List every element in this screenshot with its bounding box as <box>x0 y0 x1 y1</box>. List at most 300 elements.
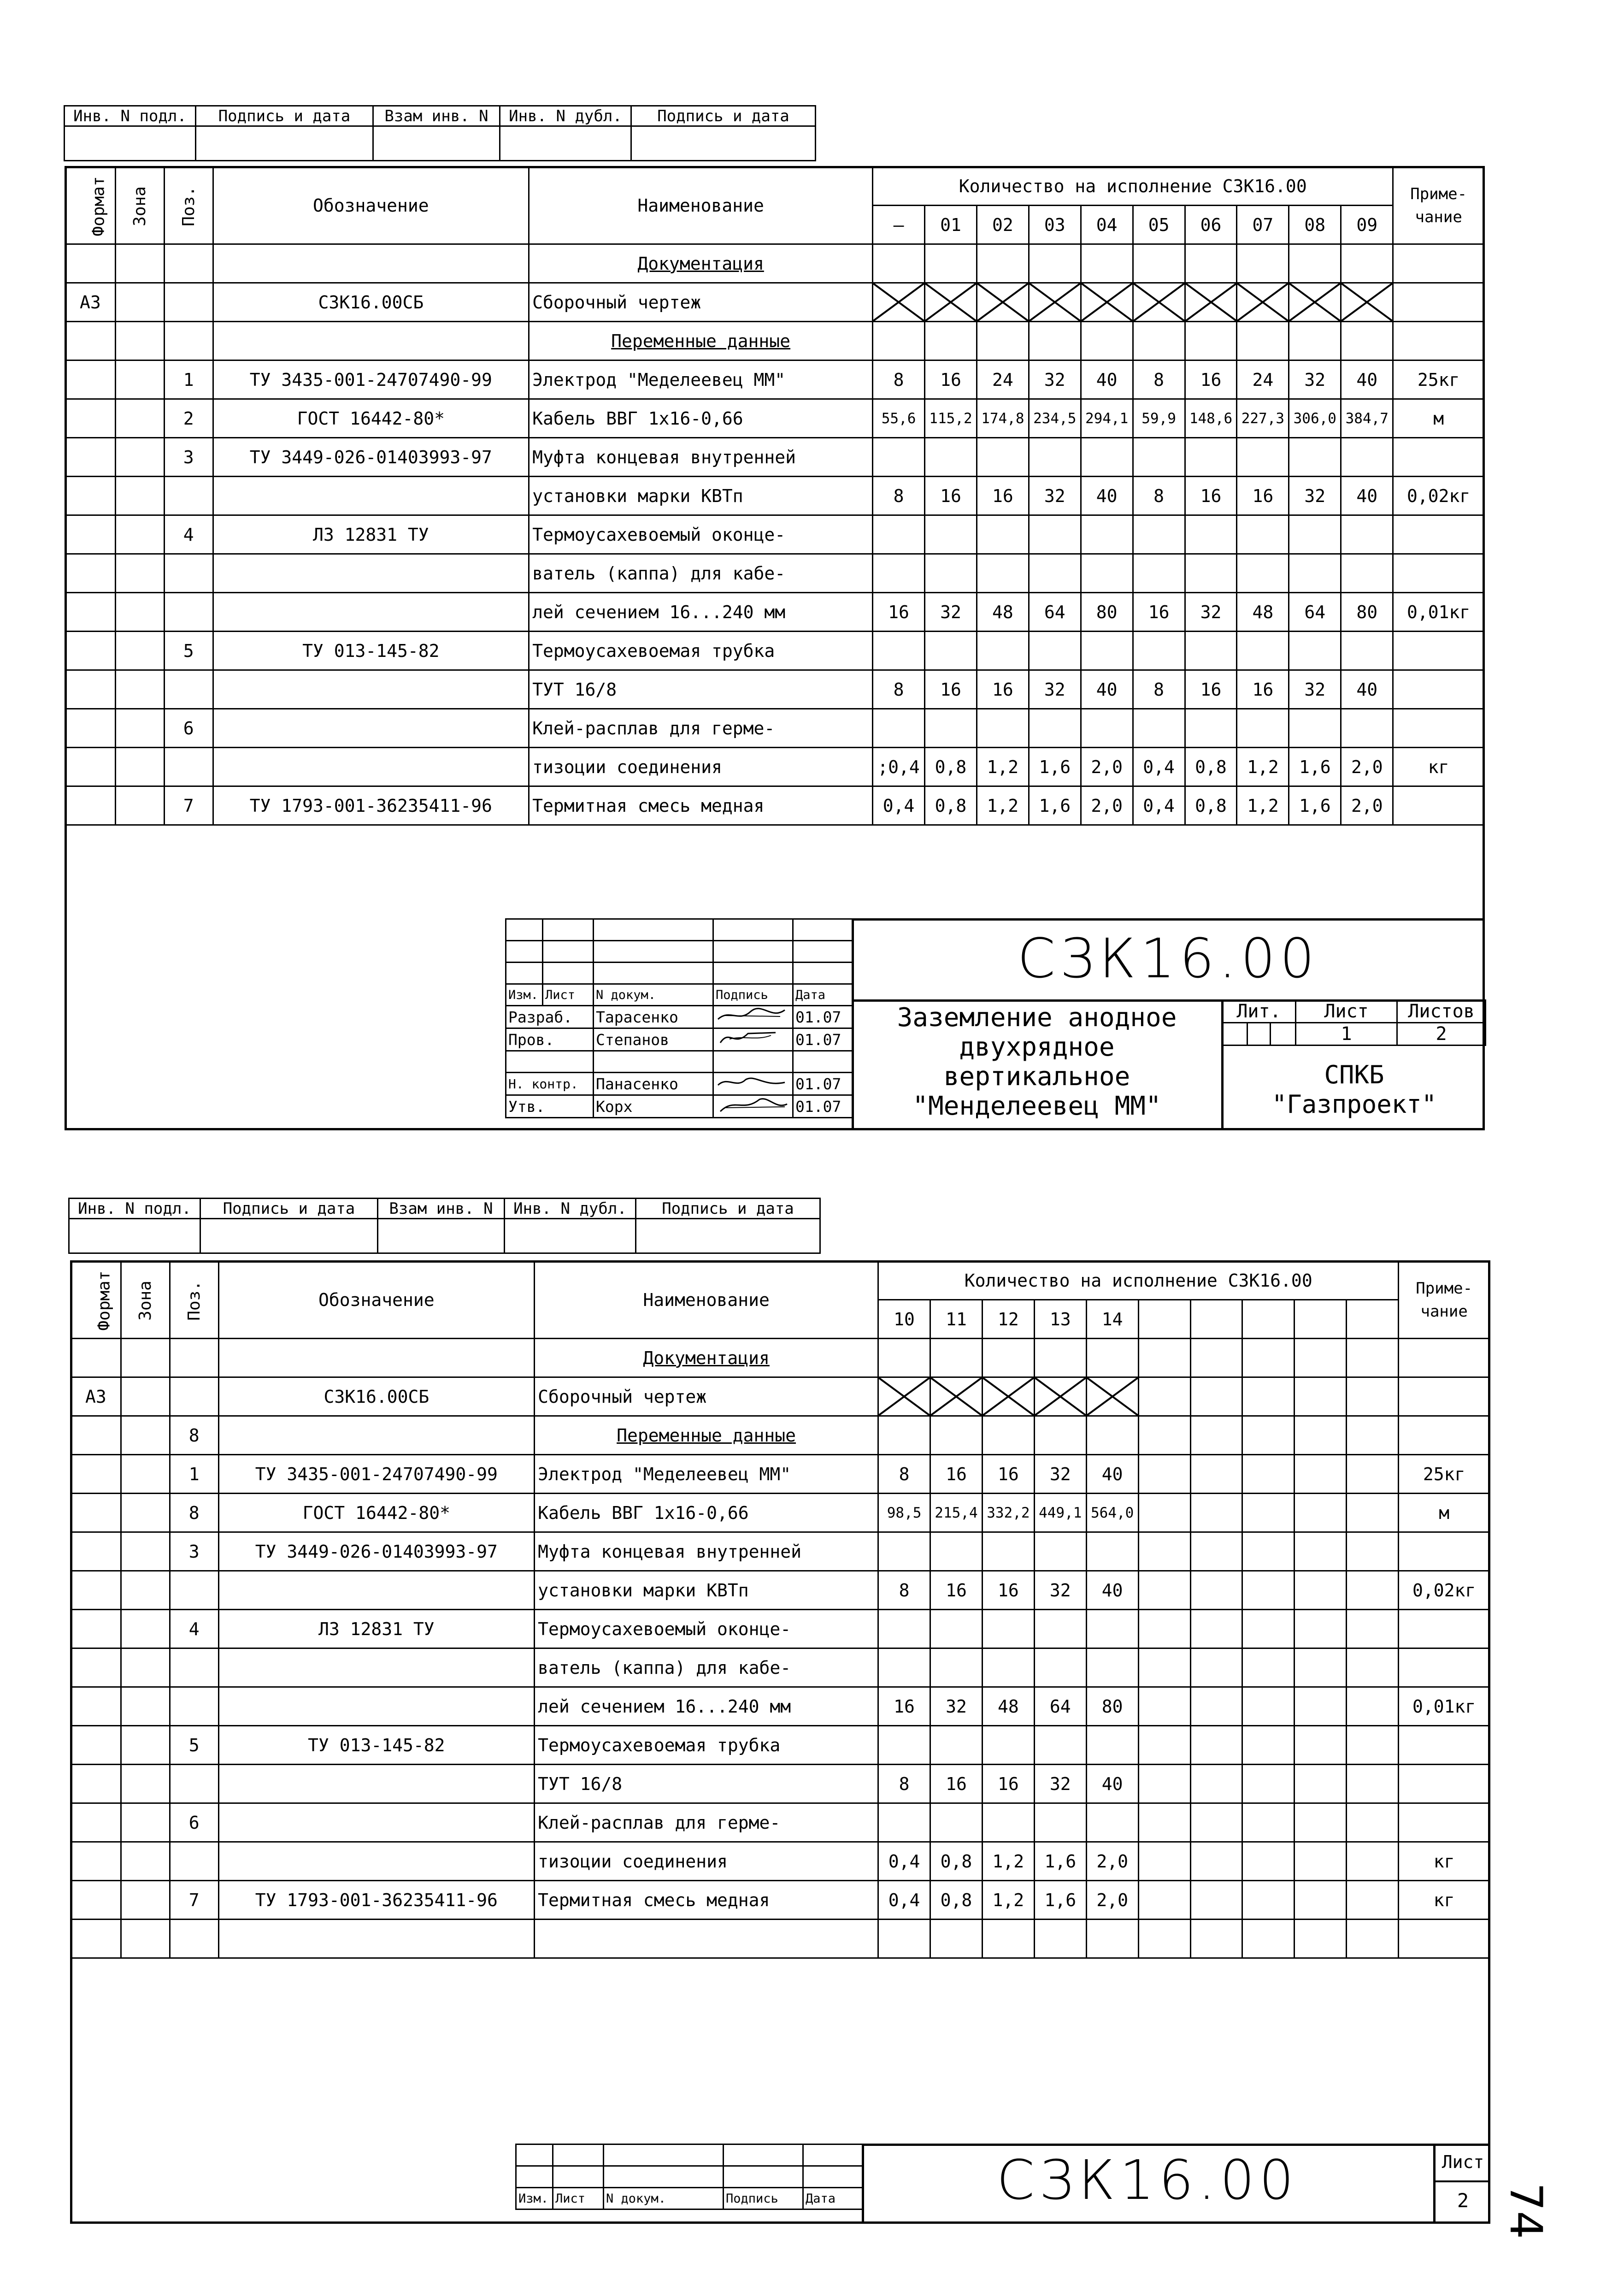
quantity-cell: 1,2 <box>1237 786 1289 825</box>
quantity-cell: 8 <box>873 670 925 709</box>
name-cell: Термитная смесь медная <box>529 786 873 825</box>
zone-cell <box>115 554 164 593</box>
spec-row <box>71 1494 1490 1532</box>
zone-cell <box>115 593 164 632</box>
quantity-cell: 2,0 <box>1341 786 1393 825</box>
quantity-cell <box>930 1920 983 1958</box>
name-cell: лей сечением 16...240 мм <box>529 593 873 632</box>
quantity-cell <box>1086 1920 1138 1958</box>
zone-cell <box>115 438 164 477</box>
zone-cell <box>115 632 164 670</box>
quantity-cell <box>1138 1610 1190 1648</box>
quantity-cell: 8 <box>1133 360 1185 399</box>
format-cell <box>71 1920 121 1958</box>
quantity-cell: 32 <box>925 593 977 632</box>
quantity-cell: 0,8 <box>1185 786 1237 825</box>
stamp-header: Инв. N подл. <box>69 1199 200 1219</box>
quantity-cell: 2,0 <box>1086 1842 1138 1881</box>
quantity-cell <box>1341 244 1393 283</box>
tb-date: 01.07 <box>793 1095 853 1118</box>
tb-signature <box>713 1073 793 1095</box>
note-cell: кг <box>1399 1881 1490 1920</box>
quantity-cell <box>1034 1920 1086 1958</box>
quantity-cell <box>1029 244 1081 283</box>
quantity-cell <box>1190 1842 1242 1881</box>
not-applicable-mark <box>1081 283 1133 322</box>
zone-cell <box>121 1881 170 1920</box>
name-cell: Термоусахевоемый оконце- <box>529 515 873 554</box>
quantity-cell: 40 <box>1086 1455 1138 1494</box>
quantity-cell: 40 <box>1341 360 1393 399</box>
quantity-cell: 332,2 <box>982 1494 1034 1532</box>
zone-label: Зона <box>130 186 149 226</box>
quantity-cell: 449,1 <box>1034 1494 1086 1532</box>
col-header-format <box>65 167 116 244</box>
quantity-cell: 294,1 <box>1081 399 1133 438</box>
quantity-cell: 16 <box>982 1765 1034 1803</box>
designation-cell: ТУ 013-145-82 <box>213 632 529 670</box>
quantity-cell: 16 <box>925 670 977 709</box>
quantity-cell <box>873 515 925 554</box>
tb-col-header: Дата <box>793 984 853 1006</box>
note-cell <box>1393 438 1484 477</box>
quantity-cell: 40 <box>1341 670 1393 709</box>
title-line: "Менделеевец ММ" <box>912 1091 1161 1121</box>
col-header-name: Наименование <box>529 167 873 244</box>
spec-row <box>71 1726 1490 1765</box>
note-cell <box>1399 1648 1490 1687</box>
spec-row <box>65 786 1484 825</box>
note-cell: 0,02кг <box>1393 477 1484 515</box>
variant-header: 02 <box>977 206 1029 244</box>
quantity-cell <box>1289 554 1341 593</box>
quantity-cell <box>1034 1610 1086 1648</box>
quantity-cell: 0,8 <box>1185 748 1237 786</box>
stamp-header: Инв. N дубл. <box>505 1199 636 1219</box>
quantity-cell: 8 <box>873 477 925 515</box>
note-cell <box>1399 1803 1490 1842</box>
quantity-cell: 1,2 <box>977 786 1029 825</box>
variant-header: 06 <box>1185 206 1237 244</box>
name-cell: Переменные данные <box>529 322 873 360</box>
format-cell <box>65 786 116 825</box>
sheets-label: Листов <box>1397 1000 1486 1023</box>
quantity-cell <box>1242 1339 1294 1377</box>
note-cell <box>1393 709 1484 748</box>
quantity-cell <box>1294 1571 1347 1610</box>
tb-date <box>793 1051 853 1073</box>
quantity-cell <box>1034 1803 1086 1842</box>
format-cell <box>71 1494 121 1532</box>
quantity-cell <box>1294 1687 1347 1726</box>
quantity-cell <box>1289 709 1341 748</box>
note-cell <box>1399 1610 1490 1648</box>
note-cell: 0,01кг <box>1393 593 1484 632</box>
name-cell: лей сечением 16...240 мм <box>535 1687 878 1726</box>
quantity-cell <box>1294 1920 1347 1958</box>
quantity-cell: 40 <box>1081 360 1133 399</box>
quantity-cell <box>1347 1377 1399 1416</box>
not-applicable-mark <box>1289 283 1341 322</box>
variant-header: 08 <box>1289 206 1341 244</box>
name-cell: тизоции соединения <box>529 748 873 786</box>
note-cell: 25кг <box>1399 1455 1490 1494</box>
variant-header: 11 <box>930 1300 983 1339</box>
document-code: СЗК16.00 <box>1017 927 1319 990</box>
quantity-cell <box>1190 1803 1242 1842</box>
quantity-cell: 32 <box>1029 477 1081 515</box>
zone-cell <box>121 1648 170 1687</box>
spec-row <box>71 1765 1490 1803</box>
quantity-cell: 8 <box>878 1765 930 1803</box>
tb-col-header: Изм. <box>506 984 543 1006</box>
format-cell <box>71 1532 121 1571</box>
quantity-cell <box>1081 632 1133 670</box>
col-header-quantity: Количество на исполнение СЗК16.00 <box>873 167 1393 206</box>
not-applicable-mark <box>873 283 925 322</box>
zone-cell <box>121 1726 170 1765</box>
name-cell <box>535 1920 878 1958</box>
stamp-header: Взам инв. N <box>378 1199 505 1219</box>
position-cell <box>170 1765 218 1803</box>
col-header-name: Наименование <box>535 1261 878 1339</box>
quantity-cell <box>977 709 1029 748</box>
quantity-cell <box>1138 1416 1190 1455</box>
quantity-cell <box>1289 322 1341 360</box>
note-cell <box>1393 632 1484 670</box>
position-cell: 3 <box>170 1532 218 1571</box>
zone-cell <box>115 748 164 786</box>
quantity-cell <box>1138 1726 1190 1765</box>
tb-col-header: Лист <box>553 2188 604 2209</box>
quantity-cell <box>1294 1803 1347 1842</box>
sheet-label-2: Лист <box>1436 2144 1490 2182</box>
spec-row <box>71 1687 1490 1726</box>
not-applicable-mark <box>1237 283 1289 322</box>
quantity-cell <box>982 1920 1034 1958</box>
not-applicable-mark <box>925 283 977 322</box>
col-header-note: Приме- чание <box>1399 1261 1490 1339</box>
variant-header <box>1347 1300 1399 1339</box>
variant-header: 14 <box>1086 1300 1138 1339</box>
tb-person: Корх <box>594 1095 713 1118</box>
quantity-cell <box>1237 709 1289 748</box>
designation-cell <box>218 1687 535 1726</box>
quantity-cell: 32 <box>1289 477 1341 515</box>
zone-cell <box>115 244 164 283</box>
position-cell: 6 <box>164 709 213 748</box>
not-applicable-mark <box>878 1377 930 1416</box>
position-cell <box>170 1377 218 1416</box>
quantity-cell <box>1133 438 1185 477</box>
col-header-pos <box>164 167 213 244</box>
quantity-cell <box>1294 1765 1347 1803</box>
quantity-cell: 40 <box>1081 670 1133 709</box>
name-cell: Клей-расплав для герме- <box>535 1803 878 1842</box>
quantity-cell <box>925 322 977 360</box>
quantity-cell <box>873 632 925 670</box>
quantity-cell: 40 <box>1086 1765 1138 1803</box>
zone-cell <box>121 1416 170 1455</box>
quantity-cell <box>1190 1571 1242 1610</box>
quantity-cell <box>1086 1532 1138 1571</box>
col-header-note: Приме- чание <box>1393 167 1484 244</box>
stamp-header: Инв. N подл. <box>65 106 196 126</box>
format-cell <box>71 1765 121 1803</box>
quantity-cell: 1,2 <box>1237 748 1289 786</box>
designation-cell: ЛЗ 12831 ТУ <box>213 515 529 554</box>
quantity-cell <box>1289 515 1341 554</box>
quantity-cell <box>1190 1416 1242 1455</box>
designation-cell: ТУ 3435-001-24707490-99 <box>218 1455 535 1494</box>
titleblock-rev-table-2 <box>515 2144 863 2210</box>
spec-row <box>65 360 1484 399</box>
quantity-cell: 32 <box>1185 593 1237 632</box>
position-cell: 4 <box>170 1610 218 1648</box>
zone-cell <box>121 1803 170 1842</box>
designation-cell <box>213 244 529 283</box>
tb-col-header: N докум. <box>594 984 713 1006</box>
quantity-cell <box>982 1803 1034 1842</box>
quantity-cell: 16 <box>930 1571 983 1610</box>
variant-header: 09 <box>1341 206 1393 244</box>
name-cell: ватель (каппа) для кабе- <box>535 1648 878 1687</box>
quantity-cell: 64 <box>1029 593 1081 632</box>
zone-cell <box>121 1920 170 1958</box>
format-cell <box>71 1610 121 1648</box>
variant-header: 10 <box>878 1300 930 1339</box>
zone-cell <box>115 360 164 399</box>
quantity-cell <box>1294 1455 1347 1494</box>
quantity-cell: 0,4 <box>1133 748 1185 786</box>
spec-row <box>71 1803 1490 1842</box>
format-cell <box>71 1571 121 1610</box>
quantity-cell <box>878 1532 930 1571</box>
variant-header <box>1242 1300 1294 1339</box>
spec-row <box>71 1571 1490 1610</box>
position-cell <box>164 748 213 786</box>
quantity-cell <box>1294 1648 1347 1687</box>
spec-row <box>65 748 1484 786</box>
quantity-cell: 16 <box>930 1765 983 1803</box>
format-cell <box>71 1648 121 1687</box>
tb-role: Разраб. <box>506 1006 594 1028</box>
quantity-cell <box>878 1803 930 1842</box>
designation-cell: ЛЗ 12831 ТУ <box>218 1610 535 1648</box>
col-header-designation: Обозначение <box>213 167 529 244</box>
quantity-cell <box>1185 515 1237 554</box>
position-cell: 3 <box>164 438 213 477</box>
quantity-cell <box>1341 554 1393 593</box>
col-header-pos <box>170 1261 218 1339</box>
quantity-cell <box>977 632 1029 670</box>
zone-label: Зона <box>135 1280 155 1321</box>
tb-role: Утв. <box>506 1095 594 1118</box>
spec-table-2 <box>70 1260 1490 1959</box>
position-cell <box>164 477 213 515</box>
quantity-cell <box>1185 709 1237 748</box>
quantity-cell <box>1242 1377 1294 1416</box>
quantity-cell <box>1034 1532 1086 1571</box>
tb-person: Степанов <box>594 1028 713 1051</box>
position-cell: 5 <box>170 1726 218 1765</box>
stamp-header: Подпись и дата <box>631 106 816 126</box>
quantity-cell <box>1138 1532 1190 1571</box>
zone-cell <box>115 283 164 322</box>
quantity-cell <box>1029 554 1081 593</box>
quantity-cell: 40 <box>1341 477 1393 515</box>
position-cell: 1 <box>170 1455 218 1494</box>
not-applicable-mark <box>1029 283 1081 322</box>
quantity-cell <box>1138 1494 1190 1532</box>
quantity-cell <box>1086 1803 1138 1842</box>
quantity-cell <box>1133 322 1185 360</box>
note-cell <box>1393 283 1484 322</box>
quantity-cell <box>1190 1687 1242 1726</box>
quantity-cell <box>1086 1648 1138 1687</box>
not-applicable-mark <box>1086 1377 1138 1416</box>
quantity-cell: 32 <box>1029 360 1081 399</box>
quantity-cell <box>1029 438 1081 477</box>
tb-role: Пров. <box>506 1028 594 1051</box>
quantity-cell <box>1341 632 1393 670</box>
quantity-cell <box>1081 515 1133 554</box>
quantity-cell <box>1242 1920 1294 1958</box>
quantity-cell <box>1185 438 1237 477</box>
format-cell <box>65 322 116 360</box>
quantity-cell <box>873 554 925 593</box>
spec-row <box>65 554 1484 593</box>
quantity-cell <box>1138 1571 1190 1610</box>
tb-signature <box>713 1028 793 1051</box>
quantity-cell <box>982 1648 1034 1687</box>
quantity-cell <box>1133 515 1185 554</box>
quantity-cell: 0,8 <box>930 1881 983 1920</box>
quantity-cell: 0,8 <box>925 786 977 825</box>
name-cell: ТУТ 16/8 <box>529 670 873 709</box>
quantity-cell <box>1294 1377 1347 1416</box>
quantity-cell <box>1347 1494 1399 1532</box>
designation-cell <box>218 1842 535 1881</box>
designation-cell: ТУ 013-145-82 <box>218 1726 535 1765</box>
quantity-cell <box>1341 438 1393 477</box>
quantity-cell <box>1190 1610 1242 1648</box>
quantity-cell: 16 <box>977 477 1029 515</box>
quantity-cell: 1,2 <box>982 1881 1034 1920</box>
quantity-cell <box>1242 1881 1294 1920</box>
position-cell <box>164 244 213 283</box>
designation-cell <box>213 322 529 360</box>
format-label: Формат <box>94 1270 114 1331</box>
quantity-cell: 0,4 <box>878 1881 930 1920</box>
position-cell: 5 <box>164 632 213 670</box>
quantity-cell: ;0,4 <box>873 748 925 786</box>
quantity-cell: 0,4 <box>1133 786 1185 825</box>
tb-person <box>594 1051 713 1073</box>
quantity-cell <box>930 1803 983 1842</box>
tb-col-header: Подпись <box>713 984 793 1006</box>
not-applicable-mark <box>977 283 1029 322</box>
quantity-cell: 8 <box>878 1571 930 1610</box>
col-header-quantity: Количество на исполнение СЗК16.00 <box>878 1261 1399 1300</box>
quantity-cell <box>1294 1881 1347 1920</box>
quantity-cell <box>1237 554 1289 593</box>
quantity-cell <box>1347 1881 1399 1920</box>
tb-role: Н. контр. <box>506 1073 594 1095</box>
tb-person: Панасенко <box>594 1073 713 1095</box>
quantity-cell <box>1138 1920 1190 1958</box>
note-cell <box>1393 322 1484 360</box>
designation-cell <box>213 593 529 632</box>
format-cell <box>71 1803 121 1842</box>
designation-cell <box>213 477 529 515</box>
quantity-cell: 234,5 <box>1029 399 1081 438</box>
quantity-cell <box>1190 1648 1242 1687</box>
designation-cell <box>218 1765 535 1803</box>
stamp-header: Взам инв. N <box>373 106 500 126</box>
quantity-cell: 2,0 <box>1341 748 1393 786</box>
quantity-cell <box>930 1726 983 1765</box>
quantity-cell <box>930 1532 983 1571</box>
quantity-cell <box>1034 1648 1086 1687</box>
name-cell: Муфта концевая внутренней <box>529 438 873 477</box>
designation-cell <box>218 1571 535 1610</box>
quantity-cell <box>1242 1494 1294 1532</box>
spec-row <box>65 438 1484 477</box>
quantity-cell <box>1190 1532 1242 1571</box>
stamp-table-1 <box>64 105 816 161</box>
format-cell <box>65 515 116 554</box>
name-cell: Кабель ВВГ 1x16-0,66 <box>529 399 873 438</box>
tb-col-header: Подпись <box>724 2188 803 2209</box>
quantity-cell <box>1029 709 1081 748</box>
note-cell <box>1399 1416 1490 1455</box>
note-cell <box>1393 244 1484 283</box>
zone-cell <box>121 1494 170 1532</box>
not-applicable-mark <box>930 1377 983 1416</box>
quantity-cell: 16 <box>1237 670 1289 709</box>
designation-cell <box>213 554 529 593</box>
note-cell <box>1393 786 1484 825</box>
quantity-cell <box>1086 1416 1138 1455</box>
quantity-cell: 40 <box>1086 1571 1138 1610</box>
quantity-cell <box>925 244 977 283</box>
page-number: 74 <box>1500 2182 1552 2239</box>
quantity-cell <box>930 1339 983 1377</box>
name-cell: Термоусахевоемая трубка <box>529 632 873 670</box>
quantity-cell: 16 <box>1133 593 1185 632</box>
variant-header <box>1190 1300 1242 1339</box>
spec-row <box>71 1881 1490 1920</box>
tb-role <box>506 1051 594 1073</box>
spec-row <box>71 1416 1490 1455</box>
note-cell: 25кг <box>1393 360 1484 399</box>
quantity-cell <box>1029 632 1081 670</box>
quantity-cell <box>1294 1494 1347 1532</box>
quantity-cell: 8 <box>1133 477 1185 515</box>
quantity-cell <box>1081 554 1133 593</box>
designation-cell: ТУ 1793-001-36235411-96 <box>218 1881 535 1920</box>
name-cell: ватель (каппа) для кабе- <box>529 554 873 593</box>
quantity-cell <box>1133 244 1185 283</box>
quantity-cell: 1,6 <box>1289 748 1341 786</box>
title-line: вертикальное <box>943 1062 1130 1092</box>
quantity-cell <box>873 244 925 283</box>
zone-cell <box>121 1610 170 1648</box>
not-applicable-mark <box>982 1377 1034 1416</box>
quantity-cell <box>1138 1339 1190 1377</box>
quantity-cell: 64 <box>1289 593 1341 632</box>
